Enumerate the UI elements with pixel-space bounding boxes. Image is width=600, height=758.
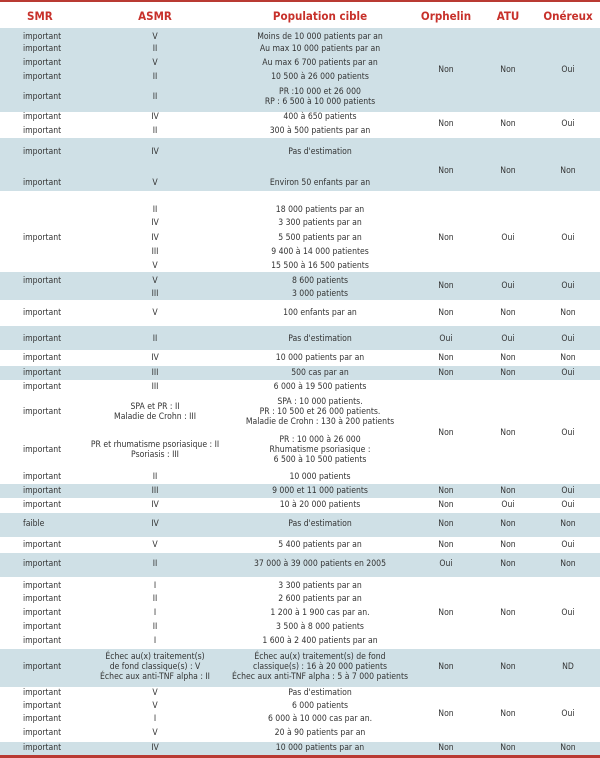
onereux-cell: Oui: [561, 119, 575, 129]
atu-cell: Oui: [501, 281, 515, 291]
asmr-cell: IV: [151, 519, 159, 529]
asmr-cell: V: [152, 540, 158, 550]
asmr-cell: IV: [151, 500, 159, 510]
orphelin-cell: Non: [438, 281, 454, 291]
asmr-cell: II: [152, 126, 158, 136]
column-header-2: Population cible: [272, 9, 368, 23]
orphelin-cell: Non: [438, 519, 454, 529]
column-header-1: ASMR: [138, 9, 172, 23]
orphelin-cell: Non: [438, 743, 454, 753]
population-cell: 5 500 patients par an: [278, 233, 362, 243]
smr-cell: important: [23, 72, 62, 82]
population-cell: 10 000 patients: [289, 472, 351, 482]
population-cell: PR :10 000 et 26 000 RP : 6 500 à 10 000 patients: [264, 87, 376, 107]
orphelin-cell: Non: [438, 166, 454, 176]
asmr-cell: V: [152, 276, 158, 286]
asmr-cell: II: [152, 559, 158, 569]
atu-cell: Oui: [501, 334, 515, 344]
smr-cell: important: [23, 126, 62, 136]
asmr-cell: V: [152, 688, 158, 698]
onereux-cell: Non: [560, 166, 576, 176]
atu-cell: Non: [500, 308, 516, 318]
asmr-cell: III: [151, 289, 159, 299]
smr-cell: important: [23, 407, 62, 417]
population-cell: SPA : 10 000 patients. PR : 10 500 et 26 000 patients. Maladie de Crohn : 130 à 200 patients: [245, 397, 395, 427]
smr-cell: important: [23, 581, 62, 591]
asmr-cell: IV: [151, 233, 159, 243]
onereux-cell: Oui: [561, 281, 575, 291]
population-cell: 10 000 patients par an: [275, 353, 365, 363]
smr-cell: important: [23, 308, 62, 318]
asmr-cell: V: [152, 178, 158, 188]
smr-cell: faible: [23, 519, 45, 529]
smr-cell: important: [23, 147, 62, 157]
atu-cell: Non: [500, 166, 516, 176]
asmr-cell: II: [152, 205, 158, 215]
atu-cell: Non: [500, 368, 516, 378]
orphelin-cell: Non: [438, 233, 454, 243]
orphelin-cell: Non: [438, 662, 454, 672]
smr-cell: important: [23, 92, 62, 102]
population-cell: 5 400 patients par an: [278, 540, 362, 550]
column-header-4: ATU: [496, 9, 520, 23]
smr-cell: important: [23, 58, 62, 68]
atu-cell: Non: [500, 540, 516, 550]
population-cell: 500 cas par an: [291, 368, 349, 378]
asmr-cell: V: [152, 308, 158, 318]
onereux-cell: Oui: [561, 233, 575, 243]
row-group: [0, 191, 600, 272]
smr-cell: important: [23, 445, 62, 455]
smr-cell: important: [23, 701, 62, 711]
asmr-cell: II: [152, 594, 158, 604]
asmr-cell: IV: [151, 743, 159, 753]
smr-cell: important: [23, 178, 62, 188]
orphelin-cell: Non: [438, 709, 454, 719]
smr-cell: important: [23, 44, 62, 54]
population-cell: Pas d'estimation: [288, 688, 352, 698]
asmr-cell: III: [151, 368, 159, 378]
smr-cell: important: [23, 500, 62, 510]
onereux-cell: Oui: [561, 486, 575, 496]
population-cell: Environ 50 enfants par an: [269, 178, 371, 188]
onereux-cell: Oui: [561, 334, 575, 344]
smr-cell: important: [23, 743, 62, 753]
asmr-cell: PR et rhumatisme psoriasique : II Psoriasis : III: [90, 440, 220, 460]
onereux-cell: Oui: [561, 65, 575, 75]
atu-cell: Non: [500, 743, 516, 753]
population-cell: 9 000 et 11 000 patients: [272, 486, 368, 496]
population-cell: 6 000 à 19 500 patients: [273, 382, 367, 392]
atu-cell: Non: [500, 709, 516, 719]
population-cell: 300 à 500 patients par an: [269, 126, 371, 136]
population-cell: 3 000 patients: [291, 289, 349, 299]
smr-cell: important: [23, 233, 62, 243]
smr-cell: important: [23, 688, 62, 698]
population-cell: 9 400 à 14 000 patientes: [271, 247, 369, 257]
atu-cell: Non: [500, 428, 516, 438]
atu-cell: Non: [500, 353, 516, 363]
onereux-cell: Oui: [561, 709, 575, 719]
asmr-cell: III: [151, 382, 159, 392]
asmr-cell: II: [152, 622, 158, 632]
orphelin-cell: Non: [438, 65, 454, 75]
population-cell: 3 500 à 8 000 patients: [276, 622, 364, 632]
asmr-cell: III: [151, 247, 159, 257]
onereux-cell: Oui: [561, 368, 575, 378]
smr-cell: important: [23, 728, 62, 738]
population-cell: 15 500 à 16 500 patients: [271, 261, 369, 271]
smr-cell: important: [23, 559, 62, 569]
orphelin-cell: Oui: [439, 334, 453, 344]
population-cell: 6 000 à 10 000 cas par an.: [267, 714, 373, 724]
asmr-cell: V: [152, 32, 158, 42]
population-cell: Au max 6 700 patients par an: [262, 58, 378, 68]
asmr-cell: I: [153, 581, 157, 591]
atu-cell: Non: [500, 662, 516, 672]
asmr-cell: V: [152, 728, 158, 738]
asmr-cell: III: [151, 486, 159, 496]
smr-cell: important: [23, 382, 62, 392]
asmr-cell: IV: [151, 218, 159, 228]
atu-cell: Oui: [501, 233, 515, 243]
smr-cell: important: [23, 636, 62, 646]
column-header-5: Onéreux: [543, 9, 593, 23]
orphelin-cell: Non: [438, 368, 454, 378]
asmr-cell: V: [152, 701, 158, 711]
population-cell: 10 000 patients par an: [275, 743, 365, 753]
population-cell: 400 à 650 patients: [283, 112, 357, 122]
asmr-cell: IV: [151, 112, 159, 122]
population-cell: 8 600 patients: [291, 276, 349, 286]
smr-cell: important: [23, 32, 62, 42]
orphelin-cell: Non: [438, 119, 454, 129]
atu-cell: Non: [500, 608, 516, 618]
onereux-cell: Oui: [561, 540, 575, 550]
onereux-cell: Non: [560, 743, 576, 753]
orphelin-cell: Non: [438, 608, 454, 618]
smr-cell: important: [23, 334, 62, 344]
smr-cell: important: [23, 540, 62, 550]
smr-cell: important: [23, 714, 62, 724]
population-cell: Pas d'estimation: [288, 147, 352, 157]
smr-cell: important: [23, 112, 62, 122]
population-cell: 10 500 à 26 000 patients: [271, 72, 369, 82]
population-cell: 1 600 à 2 400 patients par an: [262, 636, 378, 646]
asmr-cell: V: [152, 58, 158, 68]
population-cell: 3 300 patients par an: [278, 581, 362, 591]
population-cell: 6 000 patients: [291, 701, 349, 711]
asmr-cell: II: [152, 72, 158, 82]
smr-cell: important: [23, 594, 62, 604]
top-rule: [0, 0, 600, 2]
smr-cell: important: [23, 276, 62, 286]
orphelin-cell: Non: [438, 500, 454, 510]
orphelin-cell: Non: [438, 428, 454, 438]
asmr-cell: Échec au(x) traitement(s) de fond classique(s) : V Échec aux anti-TNF alpha : II: [100, 652, 210, 682]
population-cell: 10 à 20 000 patients: [279, 500, 361, 510]
atu-cell: Non: [500, 65, 516, 75]
asmr-cell: II: [152, 44, 158, 54]
smr-cell: important: [23, 353, 62, 363]
population-cell: Pas d'estimation: [288, 334, 352, 344]
onereux-cell: Non: [560, 353, 576, 363]
onereux-cell: Non: [560, 559, 576, 569]
onereux-cell: ND: [562, 662, 574, 672]
orphelin-cell: Non: [438, 486, 454, 496]
atu-cell: Non: [500, 119, 516, 129]
asmr-cell: IV: [151, 353, 159, 363]
population-cell: 100 enfants par an: [283, 308, 357, 318]
population-cell: Échec au(x) traitement(s) de fond classique(s) : 16 à 20 000 patients Échec aux anti-TNF alpha : 5 à 7 000 patients: [231, 652, 409, 682]
column-header-0: SMR: [27, 9, 53, 23]
onereux-cell: Non: [560, 308, 576, 318]
atu-cell: Non: [500, 519, 516, 529]
smr-cell: important: [23, 472, 62, 482]
smr-cell: important: [23, 608, 62, 618]
onereux-cell: Oui: [561, 500, 575, 510]
asmr-cell: IV: [151, 147, 159, 157]
asmr-cell: I: [153, 608, 157, 618]
population-cell: Moins de 10 000 patients par an: [257, 32, 383, 42]
asmr-cell: I: [153, 714, 157, 724]
population-cell: 20 à 90 patients par an: [274, 728, 366, 738]
orphelin-cell: Oui: [439, 559, 453, 569]
column-header-3: Orphelin: [420, 9, 472, 23]
atu-cell: Non: [500, 559, 516, 569]
smr-cell: important: [23, 486, 62, 496]
onereux-cell: Oui: [561, 428, 575, 438]
atu-cell: Oui: [501, 500, 515, 510]
smr-cell: important: [23, 662, 62, 672]
orphelin-cell: Non: [438, 308, 454, 318]
asmr-cell: II: [152, 334, 158, 344]
onereux-cell: Non: [560, 519, 576, 529]
smr-cell: important: [23, 622, 62, 632]
smr-cell: important: [23, 368, 62, 378]
atu-cell: Non: [500, 486, 516, 496]
orphelin-cell: Non: [438, 540, 454, 550]
population-cell: 37 000 à 39 000 patients en 2005: [254, 559, 386, 569]
population-cell: PR : 10 000 à 26 000 Rhumatisme psoriasique : 6 500 à 10 500 patients: [269, 435, 371, 465]
population-cell: Au max 10 000 patients par an: [259, 44, 381, 54]
onereux-cell: Oui: [561, 608, 575, 618]
population-cell: 2 600 patients par an: [278, 594, 362, 604]
asmr-cell: I: [153, 636, 157, 646]
asmr-cell: SPA et PR : II Maladie de Crohn : III: [114, 402, 196, 422]
population-cell: Pas d'estimation: [288, 519, 352, 529]
population-cell: 18 000 patients par an: [275, 205, 365, 215]
population-cell: 1 200 à 1 900 cas par an.: [270, 608, 370, 618]
orphelin-cell: Non: [438, 353, 454, 363]
asmr-cell: II: [152, 472, 158, 482]
asmr-cell: V: [152, 261, 158, 271]
asmr-cell: II: [152, 92, 158, 102]
population-cell: 3 300 patients par an: [278, 218, 362, 228]
